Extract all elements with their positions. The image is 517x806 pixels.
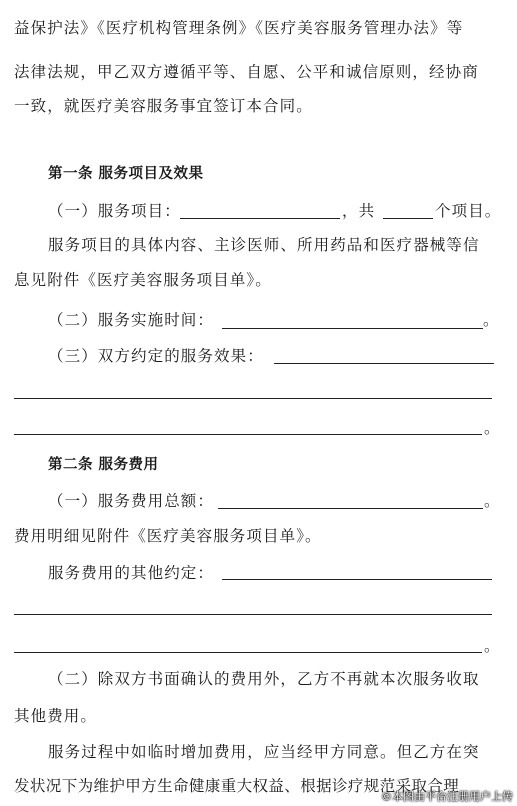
- fee-other-blank: [222, 579, 492, 580]
- article-1-heading: 第一条 服务项目及效果: [48, 166, 204, 182]
- fee-other-rule-2: [14, 652, 482, 653]
- article-2-item-2-line-1: （二）除双方书面确认的费用外，乙方不再就本次服务收取: [48, 670, 480, 688]
- article-2-item-1-label: （一）服务费用总额：: [48, 492, 215, 510]
- item-count-blank: [383, 218, 433, 219]
- article-2-other-label: 服务费用的其他约定：: [48, 564, 215, 582]
- article-2-detail-line: 费用明细见附件《医疗美容服务项目单》。: [14, 527, 322, 545]
- intro-line-3: 一致，就医疗美容服务事宜签订本合同。: [14, 97, 313, 115]
- fee-total-blank: [218, 508, 483, 509]
- platform-watermark: ©本图由平台注册用户上传: [381, 790, 513, 803]
- article-2-para-line-2: 发状况下为维护甲方生命健康重大权益、根据诊疗规范采取合理: [14, 777, 460, 795]
- article-1-item-3-label: （三）双方约定的服务效果：: [48, 347, 264, 365]
- article-1-item-3-end: 。: [484, 419, 500, 437]
- article-1-item-1-mid: ，共: [342, 202, 376, 220]
- article-2-item-1-end: 。: [484, 492, 500, 510]
- article-1-detail-line-1: 服务项目的具体内容、主诊医师、所用药品和医疗器械等信: [48, 236, 480, 254]
- article-2-para-line-1: 服务过程中如临时增加费用，应当经甲方同意。但乙方在突: [48, 743, 480, 761]
- service-item-blank: [180, 218, 340, 219]
- intro-line-1: 益保护法》《医疗机构管理条例》《医疗美容服务管理办法》等: [14, 19, 464, 37]
- service-time-blank: [222, 328, 483, 329]
- service-effect-rule-2: [14, 434, 482, 435]
- article-1-detail-line-2: 息见附件《医疗美容服务项目单》。: [14, 271, 272, 289]
- service-effect-blank: [274, 363, 494, 364]
- article-2-other-end: 。: [484, 637, 500, 655]
- service-effect-rule-1: [14, 398, 492, 399]
- article-2-heading: 第二条 服务费用: [48, 457, 159, 473]
- article-1-item-2-label: （二）服务实施时间：: [48, 311, 215, 329]
- article-1-item-1-end: 个项目。: [435, 202, 502, 220]
- intro-line-2: 法律法规，甲乙双方遵循平等、自愿、公平和诚信原则，经协商: [14, 63, 479, 81]
- fee-other-rule-1: [14, 614, 492, 615]
- article-1-item-1-label: （一）服务项目：: [48, 202, 181, 220]
- article-1-item-2-end: 。: [483, 311, 499, 329]
- article-2-item-2-line-2: 其他费用。: [14, 707, 98, 725]
